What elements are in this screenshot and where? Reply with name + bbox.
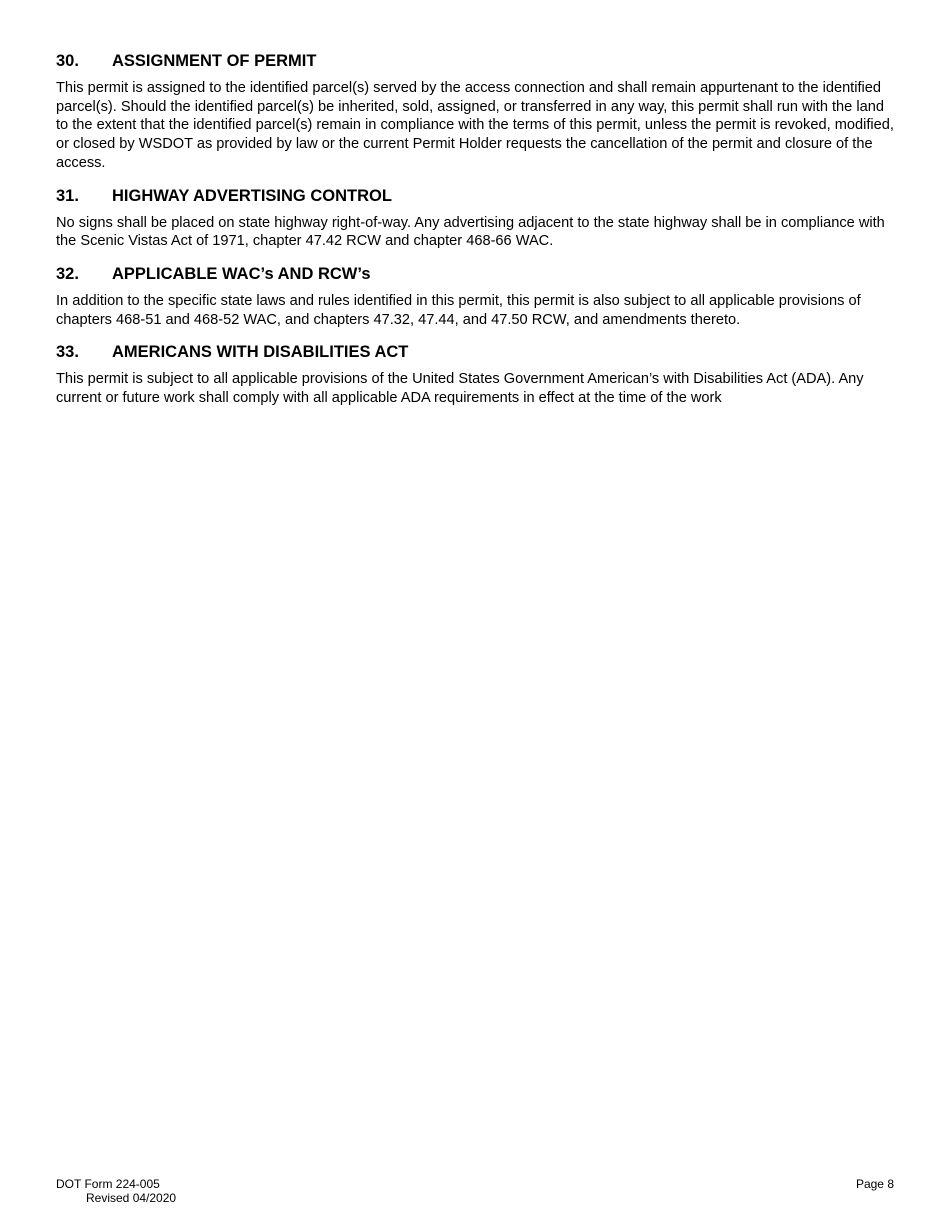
footer-revised-date: Revised 04/2020: [86, 1191, 177, 1205]
section-title: AMERICANS WITH DISABILITIES ACT: [112, 343, 409, 362]
section-title: HIGHWAY ADVERTISING CONTROL: [112, 186, 392, 205]
section-applicable-wac-rcw: [56, 263, 898, 329]
section-heading: [56, 185, 898, 207]
section-number: 30.: [56, 52, 79, 70]
section-body: This permit is assigned to the identified parcel(s) served by the access connection and shall remain appurtenant to the identified parcel(s). Should the identified parcel(s) be inherited, sold, assigned, or transferred in any way, this permit shall run with the land to the extent that the identified parcel(s) remain in compliance with the terms of this permit, unless the permit is revoked, modified, or closed by WSDOT as provided by law or the current Permit Holder requests the cancellation of the permit and closure of the access.: [56, 80, 894, 171]
section-body: This permit is subject to all applicable provisions of the United States Government American’s with Disabilities Act (ADA). Any current or future work shall comply with all applicable ADA requirements in effect at the time of the work: [56, 371, 864, 407]
section-number: 32.: [56, 264, 79, 283]
footer-form-info: [56, 1177, 176, 1205]
section-title: ASSIGNMENT OF PERMIT: [112, 52, 317, 70]
section-body: No signs shall be placed on state highway right-of-way. Any advertising adjacent to the state highway shall be in compliance with the Scenic Vistas Act of 1971, chapter 47.42 RCW and chapter 468-66 WAC.: [56, 214, 885, 250]
section-title: APPLICABLE WAC’s AND RCW’s: [112, 264, 371, 283]
footer-page-number: Page 8: [855, 1177, 894, 1191]
section-heading: [56, 263, 898, 285]
footer-form-number: DOT Form 224-005: [56, 1177, 160, 1191]
section-number: 33.: [56, 343, 79, 362]
document-content: [56, 50, 898, 420]
section-highway-advertising-control: [56, 185, 898, 251]
section-assignment-of-permit: [56, 50, 898, 173]
section-heading: [56, 341, 898, 363]
section-body: In addition to the specific state laws and rules identified in this permit, this permit is also subject to all applicable provisions of chapters 468-51 and 468-52 WAC, and chapters 47.32, 47.44, and 47.50 RCW, and amendments thereto.: [56, 292, 861, 328]
section-heading: [56, 50, 898, 72]
section-americans-with-disabilities-act: [56, 341, 898, 407]
section-number: 31.: [56, 186, 79, 205]
